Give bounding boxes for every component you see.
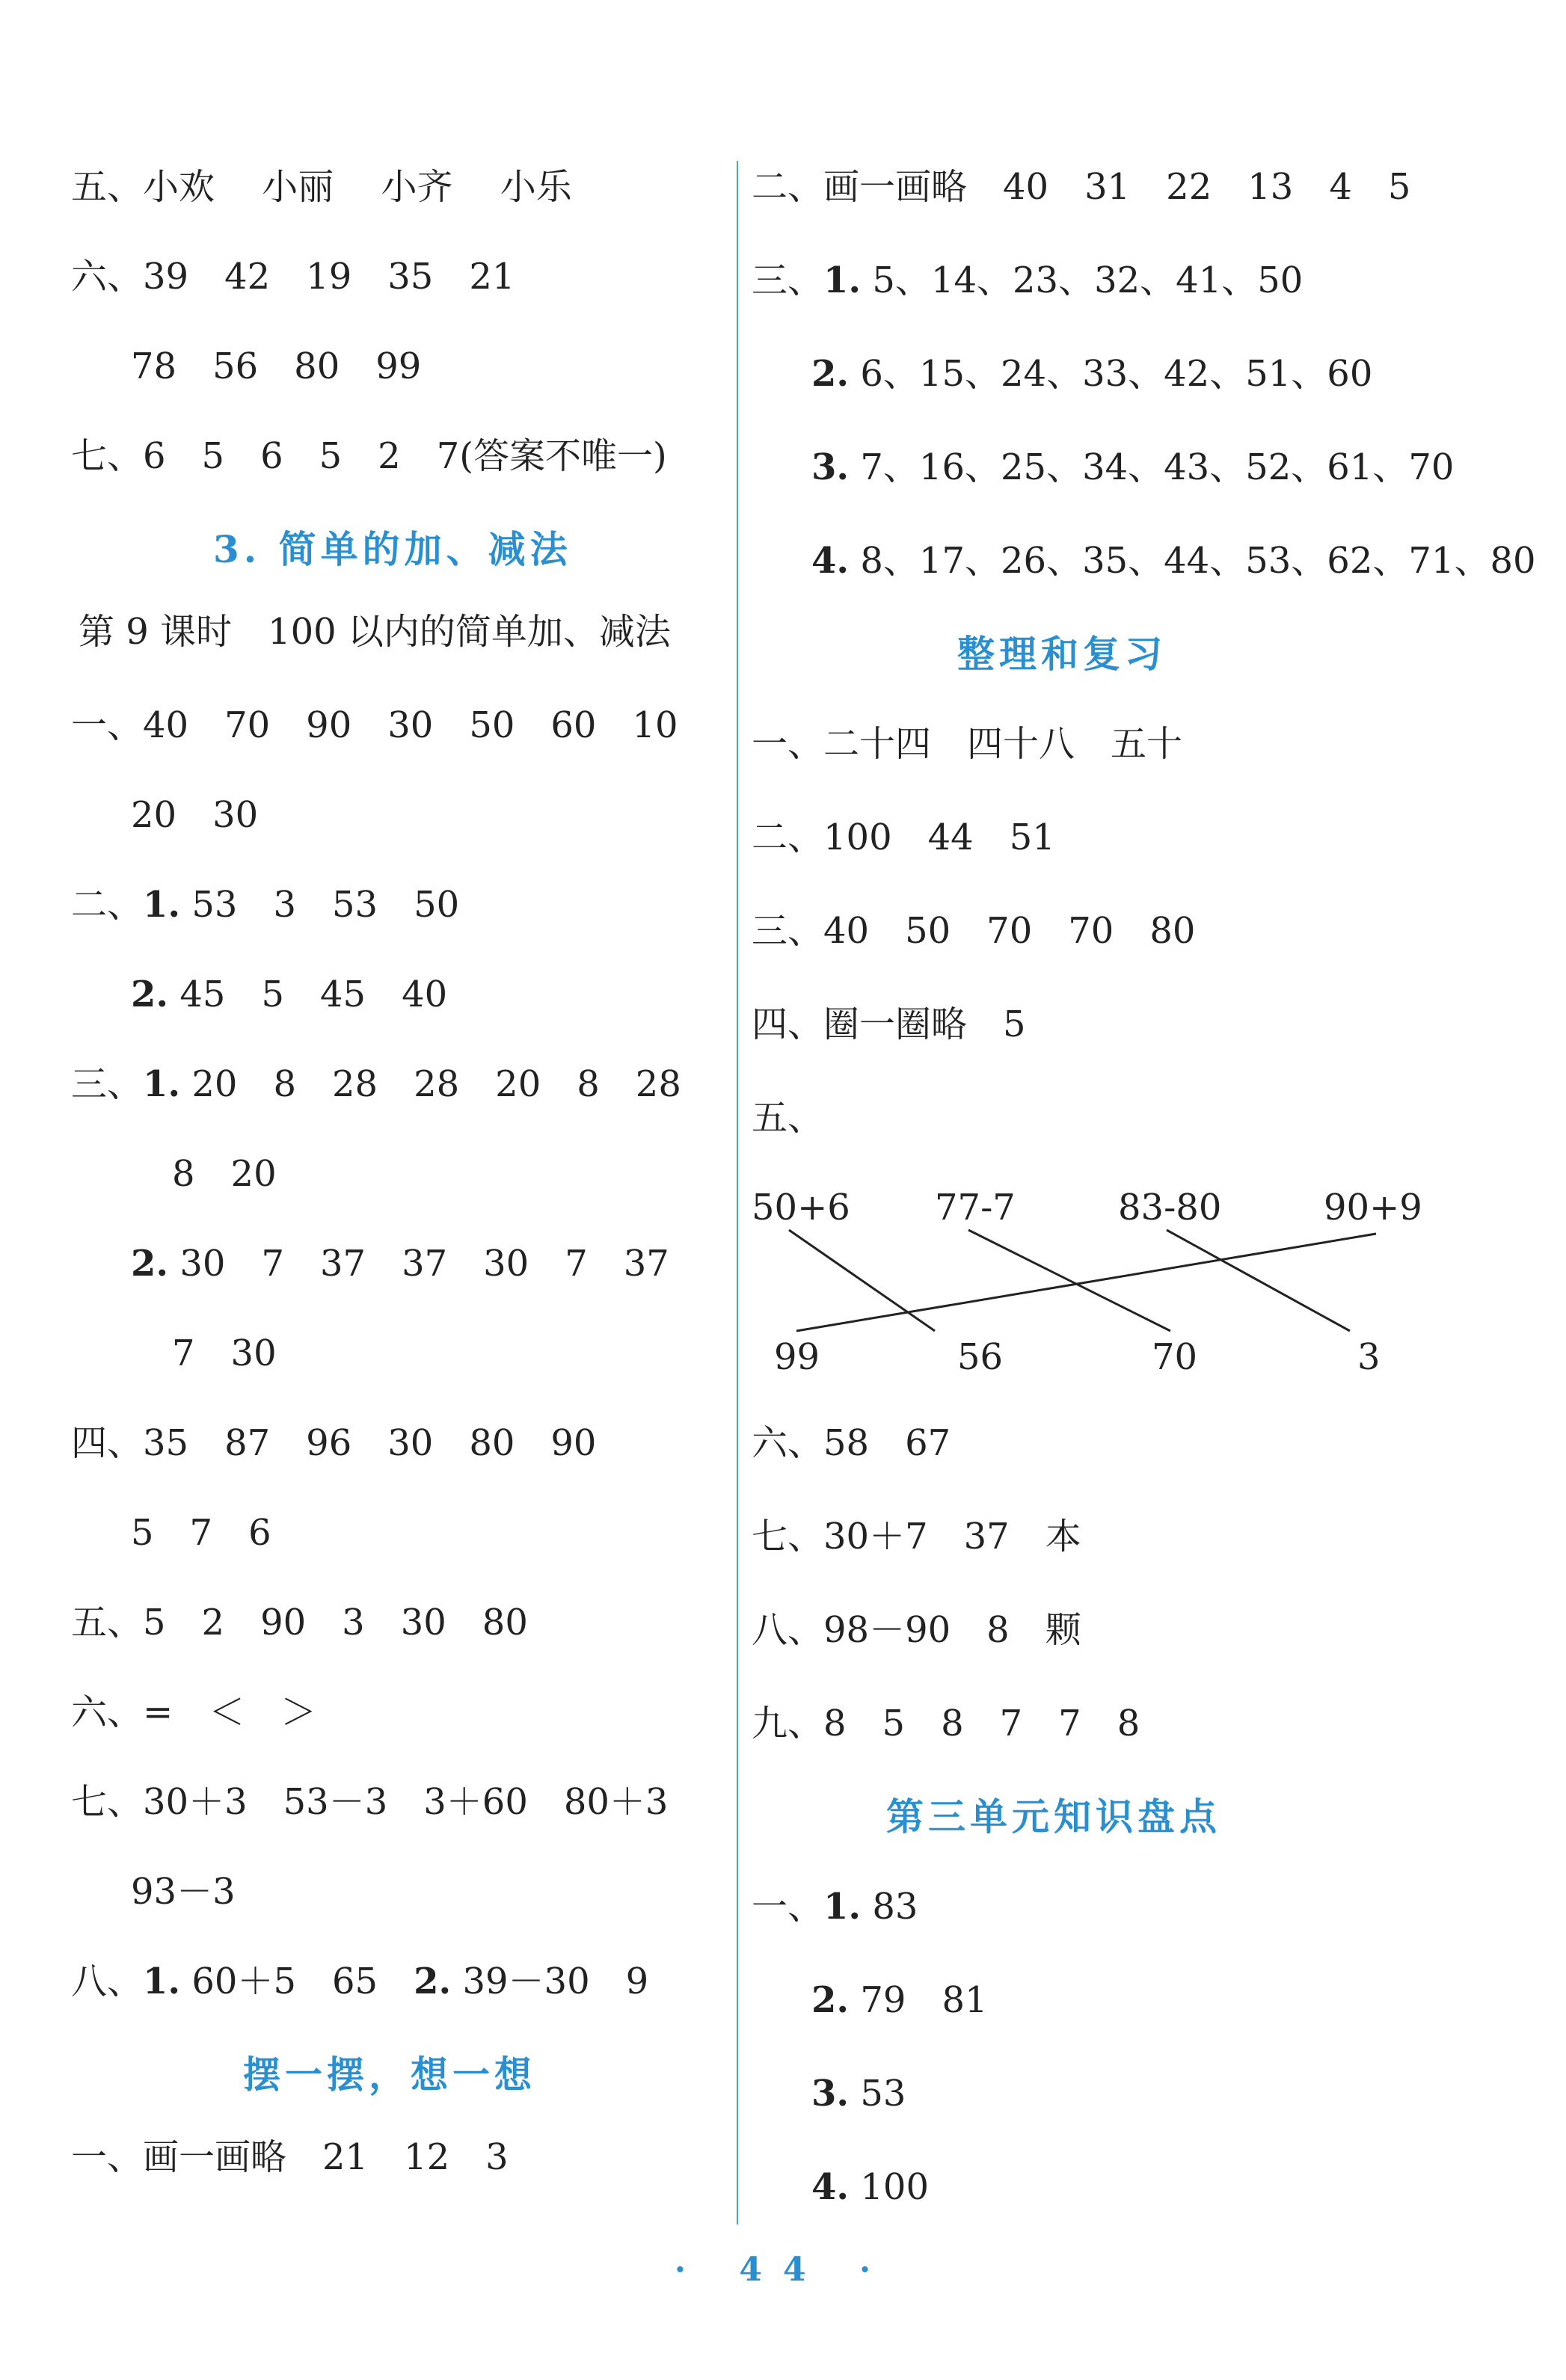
sub-number: 2. xyxy=(811,1979,850,2021)
sub-number: 2. xyxy=(414,1961,452,2002)
answer-values: 83 xyxy=(861,1886,918,1928)
sub-number: 1. xyxy=(143,884,181,926)
sub-number: 2. xyxy=(131,974,169,1015)
answer-line xyxy=(71,1062,681,1107)
answer-values: 6、15、24、33、42、51、60 xyxy=(849,353,1373,395)
section-heading: 第三单元知识盘点 xyxy=(886,1795,1221,1839)
match-top-label: 50+6 xyxy=(752,1187,850,1229)
section-heading: 摆一摆，想一想 xyxy=(243,2052,536,2097)
answer-line: 8 20 xyxy=(172,1153,277,1195)
answer-values: 5、14、23、32、41、50 xyxy=(861,259,1304,301)
answer-values: 7、16、25、34、43、52、61、70 xyxy=(849,446,1455,488)
sub-number: 1. xyxy=(823,259,862,301)
match-top-label: 77-7 xyxy=(935,1187,1016,1229)
answer-line: 一、二十四 四十八 五十 xyxy=(752,723,1183,765)
answer-line: 五、小欢 小丽 小齐 小乐 xyxy=(71,166,572,208)
lesson-title: 第 9 课时 100 以内的简单加、减法 xyxy=(79,611,671,653)
answer-line: 五、5 2 90 3 30 80 xyxy=(71,1602,528,1643)
answer-line: 一、画一画略 21 12 3 xyxy=(71,2136,509,2178)
question-number: 二、 xyxy=(71,884,144,926)
answer-line: 七、6 5 6 5 2 7(答案不唯一) xyxy=(71,435,667,477)
answer-values: 60＋5 65 xyxy=(180,1961,414,2002)
answer-line: 二、100 44 51 xyxy=(752,817,1055,858)
answer-line: 93－3 xyxy=(131,1871,236,1913)
answer-line xyxy=(71,1959,648,2004)
answer-line: 四、35 87 96 30 80 90 xyxy=(71,1422,597,1464)
sub-number: 4. xyxy=(811,2166,850,2208)
answer-values: 53 xyxy=(849,2073,906,2115)
sub-number: 3. xyxy=(811,446,850,488)
answer-line: 5 7 6 xyxy=(131,1512,271,1554)
answer-line: 九、8 5 8 7 7 8 xyxy=(752,1703,1140,1744)
sub-number: 1. xyxy=(143,1063,181,1105)
match-bottom-label: 3 xyxy=(1357,1336,1381,1378)
answer-line xyxy=(811,1978,988,2023)
answer-values: 30 7 37 37 30 7 37 xyxy=(168,1243,669,1285)
sub-number: 2. xyxy=(811,353,850,395)
sub-number: 3. xyxy=(811,2073,850,2115)
answer-line: 20 30 xyxy=(131,794,259,836)
sub-number: 1. xyxy=(823,1886,862,1928)
answer-values: 100 xyxy=(849,2166,929,2208)
answer-line: 七、30＋3 53－3 3＋60 80＋3 xyxy=(71,1781,669,1823)
match-bottom-label: 56 xyxy=(957,1336,1004,1378)
answer-values: 79 81 xyxy=(849,1979,988,2021)
matching-lines xyxy=(752,1226,1425,1376)
match-bottom-label: 70 xyxy=(1152,1336,1198,1378)
match-bottom-label: 99 xyxy=(774,1336,820,1378)
match-top-label: 83-80 xyxy=(1118,1187,1222,1229)
section-heading: 3. 简单的加、减法 xyxy=(213,527,572,571)
answer-line xyxy=(131,1241,669,1286)
match-line xyxy=(968,1230,1170,1331)
answer-line xyxy=(811,445,1454,490)
answer-line xyxy=(811,538,1536,583)
answer-values: 53 3 53 50 xyxy=(180,884,460,926)
answer-line: 六、39 42 19 35 21 xyxy=(71,256,515,298)
match-line xyxy=(796,1234,1376,1331)
answer-line: 二、画一画略 40 31 22 13 4 5 xyxy=(752,166,1411,208)
question-number: 八、 xyxy=(71,1961,144,2002)
column-divider xyxy=(737,161,738,2224)
answer-line xyxy=(752,1884,918,1929)
answer-values: 39－30 9 xyxy=(451,1961,649,2002)
sub-number: 4. xyxy=(811,540,850,582)
answer-line: 一、40 70 90 30 50 60 10 xyxy=(71,704,678,746)
match-line xyxy=(789,1230,935,1331)
answer-line: 78 56 80 99 xyxy=(131,345,422,387)
answer-line: 7 30 xyxy=(172,1332,277,1374)
match-top-label: 90+9 xyxy=(1324,1187,1422,1229)
answer-line xyxy=(811,351,1372,396)
sub-number: 2. xyxy=(131,1243,169,1285)
match-line xyxy=(1167,1230,1350,1331)
answer-line xyxy=(131,972,447,1017)
answer-line: 四、圈一圈略 5 xyxy=(752,1003,1026,1045)
answer-line: 六、= ＜ ＞ xyxy=(71,1691,317,1733)
answer-line xyxy=(71,882,459,927)
page-number: · 44 · xyxy=(674,2251,892,2289)
answer-line: 七、30＋7 37 本 xyxy=(752,1516,1081,1558)
answer-values: 8、17、26、35、44、53、62、71、80 xyxy=(849,540,1536,582)
section-heading: 整理和复习 xyxy=(957,632,1167,676)
answer-line: 八、98－90 8 颗 xyxy=(752,1609,1081,1651)
answer-line xyxy=(811,2165,929,2210)
question-number: 三、 xyxy=(752,259,824,301)
answer-line xyxy=(811,2071,906,2116)
question-number: 三、 xyxy=(71,1063,144,1105)
question-number: 一、 xyxy=(752,1886,824,1928)
answer-line: 六、58 67 xyxy=(752,1422,951,1464)
sub-number: 1. xyxy=(143,1961,181,2002)
answer-line: 五、 xyxy=(752,1097,824,1139)
answer-line: 三、40 50 70 70 80 xyxy=(752,910,1196,952)
answer-values: 45 5 45 40 xyxy=(168,974,448,1015)
answer-line xyxy=(752,258,1303,303)
answer-values: 20 8 28 28 20 8 28 xyxy=(180,1063,681,1105)
